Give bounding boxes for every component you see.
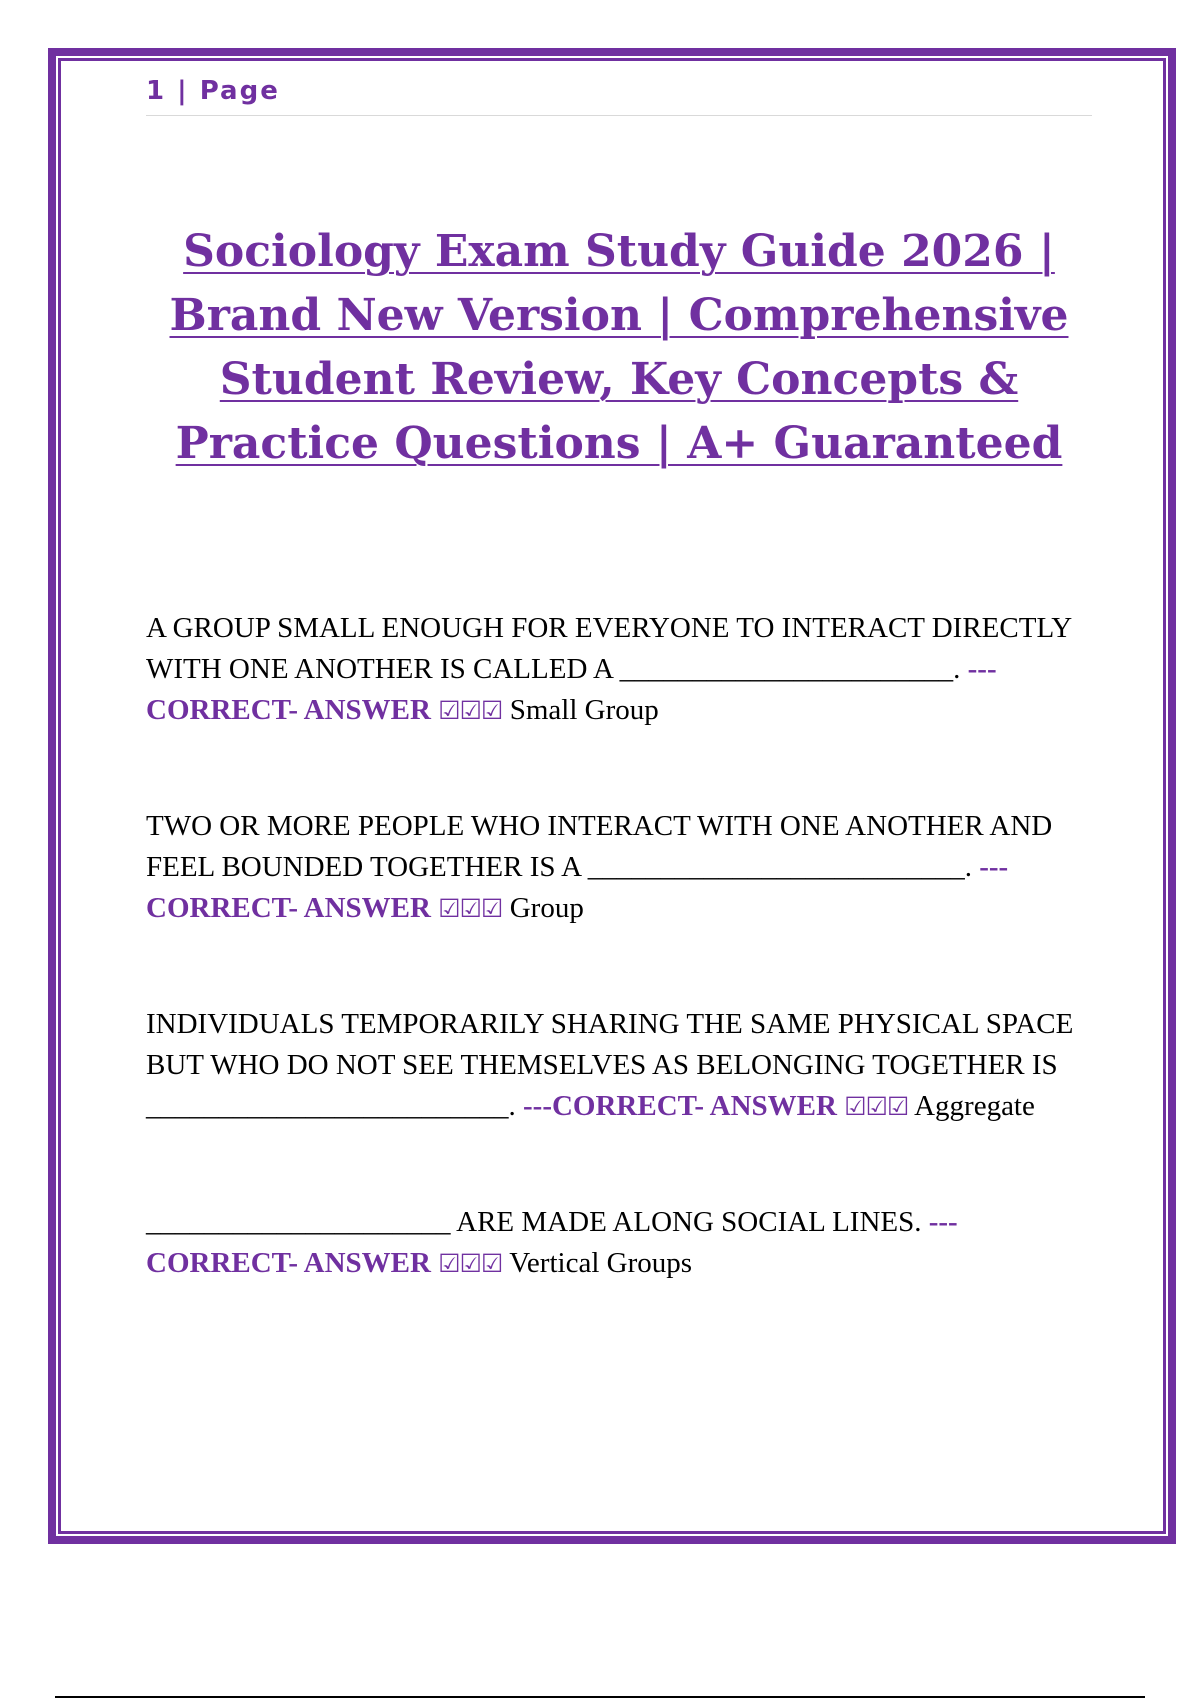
document-title: Sociology Exam Study Guide 2026 | Brand New Version | Comprehensive Student Review, Key Concepts & Practice Questions | A+ Guaranteed (169, 226, 1069, 469)
correct-answer-label: ---CORRECT- ANSWER (146, 653, 997, 726)
question-item (146, 1004, 1092, 1127)
question-text: A GROUP SMALL ENOUGH FOR EVERYONE TO INTERACT DIRECTLY WITH ONE ANOTHER IS CALLED A _______________________. (146, 612, 1072, 685)
answer-text: Group (509, 892, 584, 924)
title-block (146, 220, 1092, 476)
checked-box-icon: ☑☑☑ (844, 1092, 909, 1121)
page-number: 1 | Page (146, 76, 280, 106)
answer-text: Vertical Groups (509, 1247, 693, 1279)
checked-box-icon: ☑☑☑ (438, 894, 503, 923)
answer-text: Small Group (509, 694, 659, 726)
page-header (146, 74, 1092, 116)
bottom-divider (55, 1696, 1145, 1698)
question-item (146, 806, 1092, 929)
question-item (146, 1202, 1092, 1284)
question-text: INDIVIDUALS TEMPORARILY SHARING THE SAME PHYSICAL SPACE BUT WHO DO NOT SEE THEMSELVES AS BELONGING TOGETHER IS _________________________. (146, 1008, 1074, 1122)
correct-answer-label: ---CORRECT- ANSWER (523, 1090, 837, 1122)
question-text: TWO OR MORE PEOPLE WHO INTERACT WITH ONE ANOTHER AND FEEL BOUNDED TOGETHER IS A __________________________. (146, 810, 1053, 883)
question-item (146, 608, 1092, 731)
question-text: _____________________ ARE MADE ALONG SOCIAL LINES. (146, 1206, 922, 1238)
correct-answer-label: ---CORRECT- ANSWER (146, 1206, 958, 1279)
checked-box-icon: ☑☑☑ (438, 696, 503, 725)
answer-text: Aggregate (914, 1090, 1035, 1122)
correct-answer-label: ---CORRECT- ANSWER (146, 851, 1009, 924)
question-list (146, 608, 1092, 1284)
checked-box-icon: ☑☑☑ (438, 1249, 503, 1278)
